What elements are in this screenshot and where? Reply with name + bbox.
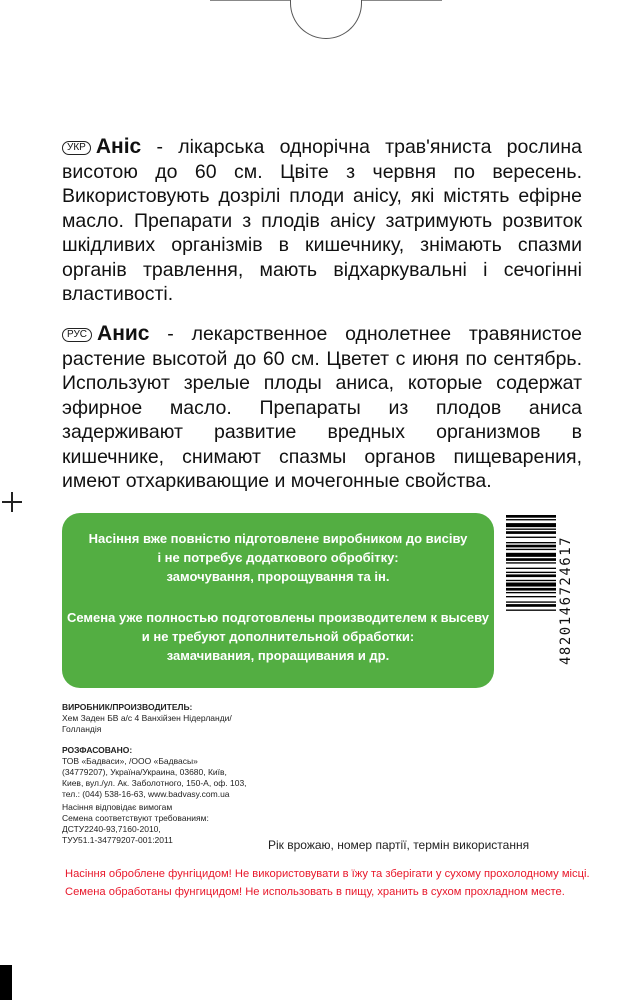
barcode-bar: [506, 588, 556, 591]
barcode-bar: [506, 519, 556, 520]
ukr-text: - лікарська однорічна трав'яниста рослина висотою до 60 см. Цвіте з червня по вересень. Використовують дозрілі плоди анісу, які містять ефірне масло. Препарати з плодів анісу затримують розвиток шкідливих організмів в кишечнику, знімають спазми органів травлення, мають відхаркувальні і сечогінні властивості.: [62, 136, 582, 305]
rus-plant-name: Анис: [97, 322, 150, 345]
packer-line4: тел.: (044) 538-16-63, www.badvasy.com.ua: [62, 789, 230, 799]
manufacturer-line1: Хем Заден БВ а/с 4 Ванхійзен Нідерланди/: [62, 713, 232, 723]
barcode-bar: [506, 596, 556, 597]
rus-text: - лекарственное однолетнее травянистое растение высотой до 60 см. Цветет с июня по сентябрь. Используют зрелые плоды аниса, которые содержат эфирное масло. Препараты из плодов аниса задерживают развитие вредных организмов в кишечнике, снимают спазмы органов пищеварения, имеют отхаркивающие и мочегонные свойства.: [62, 323, 582, 492]
rus-badge: РУС: [62, 328, 92, 342]
ukr-badge: УКР: [62, 141, 91, 155]
fungicide-warning-rus: Семена обработаны фунгицидом! Не использовать в пищу, хранить в сухом прохладном месте.: [65, 886, 565, 898]
barcode-bar: [506, 592, 556, 593]
barcode: [506, 513, 556, 688]
barcode-bar: [506, 574, 556, 577]
hang-line-right: [362, 0, 442, 1]
notice-ukr-line1: Насіння вже повністю підготовлене виробником до висіву: [88, 531, 468, 546]
barcode-bar: [506, 558, 556, 561]
packer-line1: ТОВ «Бадваси», /ООО «Бадвасы»: [62, 756, 198, 766]
notice-rus-line2: и не требуют дополнительной обработки:: [141, 629, 415, 644]
barcode-bar: [506, 604, 556, 607]
barcode-bar: [506, 572, 556, 573]
barcode-bar: [506, 553, 556, 557]
barcode-bar: [506, 542, 556, 543]
rus-description: [62, 322, 582, 494]
fungicide-warning-ukr: Насіння оброблене фунгіцидом! Не використовувати в їжу та зберігати у сухому прохолодному місці.: [65, 868, 590, 880]
registration-mark-icon: [2, 492, 22, 512]
seed-prepared-notice: [62, 513, 494, 688]
standards-line1: Насіння відповідає вимогам: [62, 802, 173, 812]
standards-line2: Семена соответствуют требованиям:: [62, 813, 209, 823]
notice-ukr: [62, 529, 494, 586]
corner-mark: [0, 965, 12, 1000]
barcode-bar: [506, 549, 556, 550]
barcode-bar: [506, 562, 556, 563]
barcode-digits: 4820146724617: [558, 535, 574, 666]
packer-line2: (34779207), Україна/Украина, 03680, Київ,: [62, 767, 227, 777]
standards-line3: ДСТУ2240-93,7160-2010,: [62, 824, 161, 834]
packer-header: РОЗФАСОВАНО:: [62, 745, 133, 755]
notice-ukr-line3: замочування, пророщування та ін.: [166, 569, 390, 584]
barcode-bar: [506, 523, 556, 527]
notice-rus-line1: Семена уже полностью подготовлены производителем к высеву: [66, 610, 490, 625]
notice-rus-line3: замачивания, проращивания и др.: [166, 648, 390, 663]
barcode-bar: [506, 531, 556, 534]
hang-line-left: [210, 0, 290, 1]
notice-ukr-line2: і не потребує додаткового обробітку:: [157, 550, 399, 565]
manufacturer-header: ВИРОБНИК/ПРОИЗВОДИТЕЛЬ:: [62, 702, 193, 712]
packer-line3: Киев, вул./ул. Ак. Заболотного, 150-А, оф. 103,: [62, 778, 247, 788]
hang-hole: [290, 0, 362, 39]
barcode-bar: [506, 529, 556, 530]
packer-info: [62, 745, 247, 800]
notice-rus: [62, 608, 494, 665]
batch-info-label: Рік врожаю, номер партії, термін використання: [268, 838, 530, 852]
barcode-bar: [506, 583, 556, 587]
manufacturer-line2: Голландія: [62, 724, 102, 734]
standards-line4: ТУУ51.1-34779207-001:2011: [62, 835, 173, 845]
manufacturer-info: [62, 702, 232, 735]
ukr-description: [62, 135, 582, 307]
barcode-bar: [506, 568, 556, 569]
barcode-bar: [506, 537, 556, 538]
barcode-bar: [506, 601, 556, 602]
ukr-plant-name: Аніс: [95, 135, 142, 158]
barcode-bar: [506, 515, 556, 518]
barcode-bar: [506, 610, 556, 611]
barcode-bar: [506, 545, 556, 548]
barcode-bar: [506, 580, 556, 581]
standards-info: [62, 802, 209, 846]
